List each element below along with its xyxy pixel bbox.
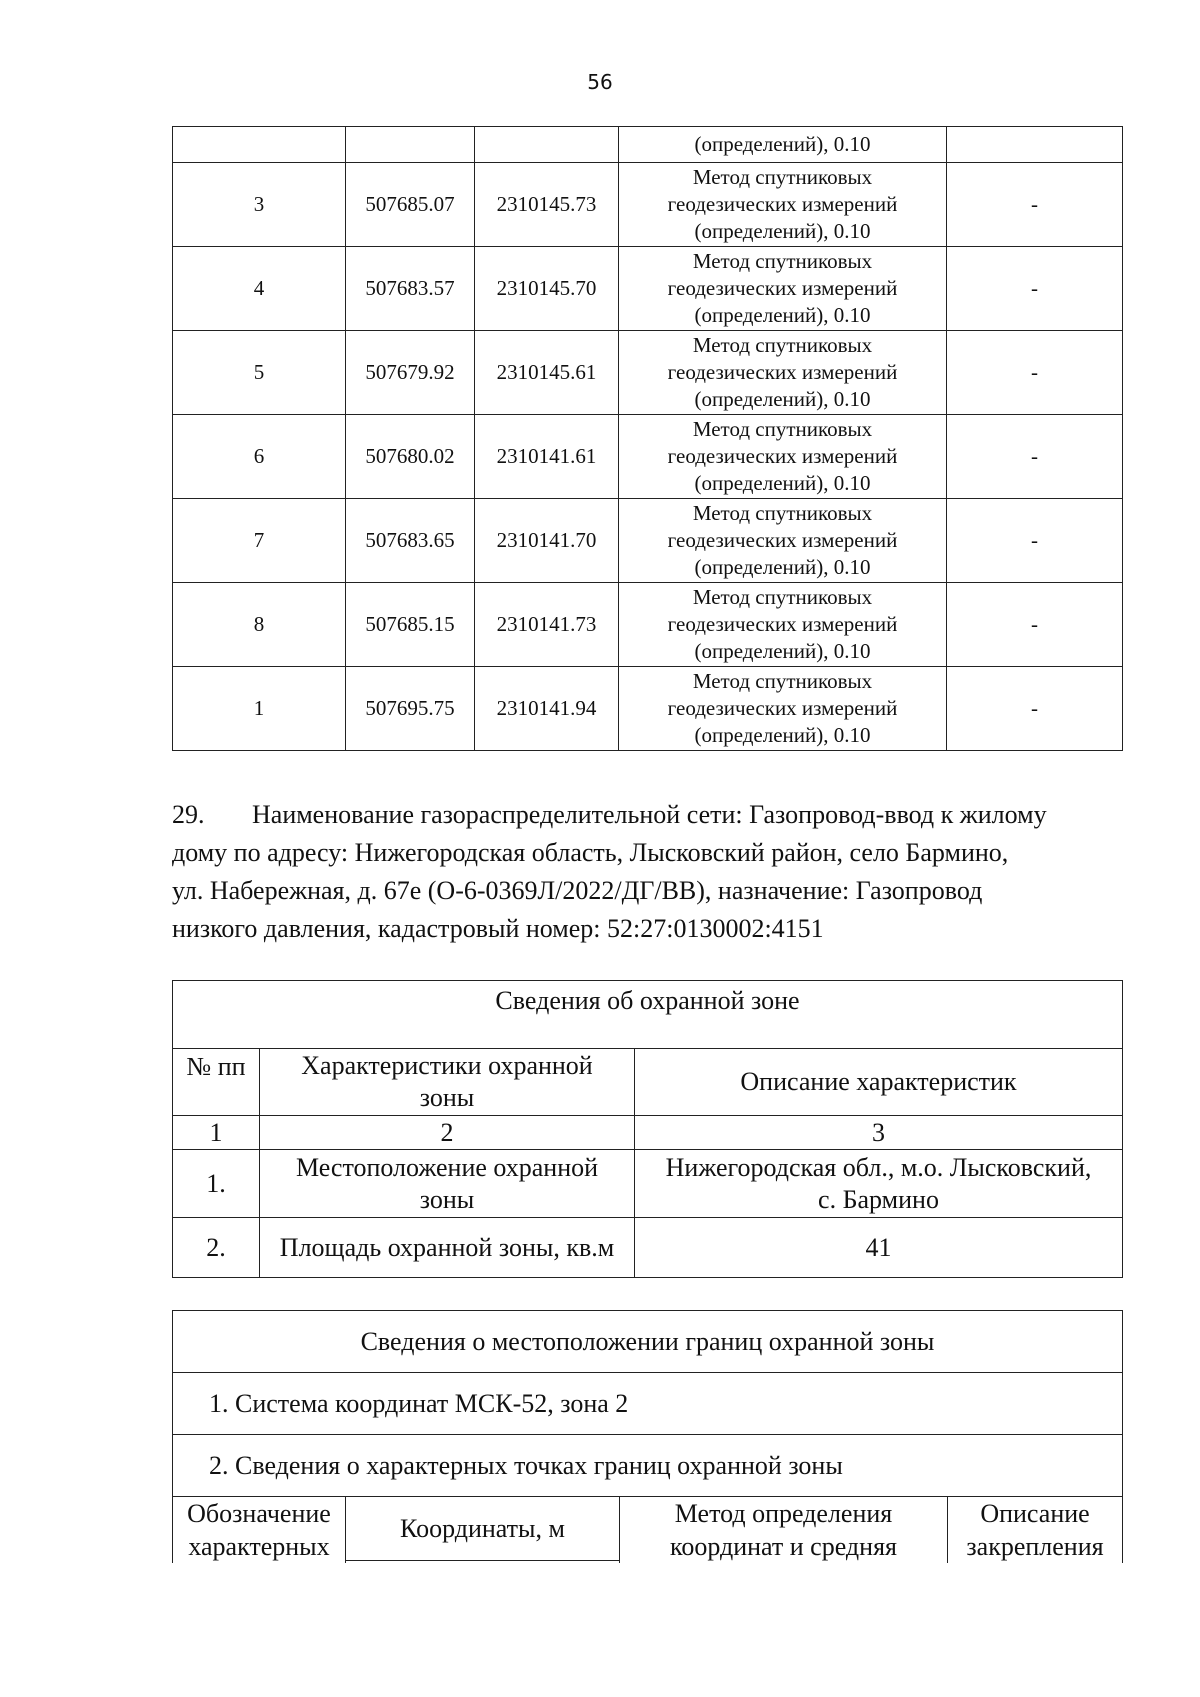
- table-row: [173, 667, 1123, 751]
- characteristic-cell: [260, 1150, 635, 1218]
- method-line: геодезических измерений: [667, 528, 898, 552]
- cell-line: Нижегородская обл., м.о. Лысковский,: [665, 1152, 1092, 1182]
- table-row: [173, 163, 1123, 247]
- index-cell: 1: [173, 1116, 260, 1150]
- table-row: [173, 127, 1123, 163]
- fix-cell: [947, 127, 1123, 163]
- point-cell: 7: [173, 499, 346, 583]
- method-line: Метод спутниковых: [692, 165, 873, 189]
- method-cell: [619, 163, 947, 247]
- x-cell: 507680.02: [346, 415, 475, 499]
- fix-cell: -: [947, 499, 1123, 583]
- y-cell: 2310141.61: [475, 415, 619, 499]
- method-cell: [619, 247, 947, 331]
- method-line: геодезических измерений: [667, 444, 898, 468]
- method-line: (определений), 0.10: [694, 219, 871, 243]
- paragraph-line: [172, 796, 1122, 834]
- header-line: Обозначение: [187, 1499, 331, 1528]
- bounds-table-title: Сведения о местоположении границ охранной зоны: [173, 1311, 1123, 1373]
- paragraph-text: Наименование газораспределительной сети: Газопровод-ввод к жилому: [252, 800, 1047, 829]
- method-cell: (определений), 0.10: [619, 127, 947, 163]
- method-cell: [619, 667, 947, 751]
- y-cell: 2310141.94: [475, 667, 619, 751]
- header-line: координат и средняя: [670, 1532, 897, 1561]
- point-cell: 8: [173, 583, 346, 667]
- header-num: № пп: [173, 1049, 260, 1116]
- method-line: (определений), 0.10: [694, 639, 871, 663]
- method-line: (определений), 0.10: [694, 387, 871, 411]
- cell-line: зоны: [419, 1184, 475, 1214]
- header-characteristics: [260, 1049, 635, 1116]
- section-paragraph: [172, 796, 1122, 948]
- x-cell: 507685.15: [346, 583, 475, 667]
- y-cell: 2310145.73: [475, 163, 619, 247]
- header-line: Описание: [980, 1499, 1090, 1528]
- coordinates-label: Координаты, м: [346, 1497, 619, 1561]
- header-line: характерных: [188, 1532, 330, 1561]
- method-line: геодезических измерений: [667, 276, 898, 300]
- method-line: Метод спутниковых: [692, 249, 873, 273]
- y-cell: 2310145.70: [475, 247, 619, 331]
- method-line: геодезических измерений: [667, 360, 898, 384]
- row-num: 1.: [173, 1150, 260, 1218]
- points-section-title: 2. Сведения о характерных точках границ охранной зоны: [173, 1435, 1123, 1497]
- header-line: закрепления: [966, 1532, 1104, 1561]
- row-num: 2.: [173, 1218, 260, 1278]
- table-row: [173, 1049, 1123, 1116]
- fix-cell: -: [947, 583, 1123, 667]
- description-cell: [635, 1150, 1123, 1218]
- description-cell: 41: [635, 1218, 1123, 1278]
- table-row: [173, 415, 1123, 499]
- table-row: [173, 331, 1123, 415]
- method-cell: [619, 583, 947, 667]
- paragraph-line: ул. Набережная, д. 67е (О-6-0369Л/2022/ДГ/ВВ), назначение: Газопровод: [172, 876, 983, 905]
- header-line: зоны: [419, 1083, 475, 1112]
- fix-cell: -: [947, 667, 1123, 751]
- method-line: Метод спутниковых: [692, 501, 873, 525]
- x-cell: 507683.57: [346, 247, 475, 331]
- method-cell: [619, 331, 947, 415]
- x-cell: [346, 127, 475, 163]
- point-cell: 5: [173, 331, 346, 415]
- method-line: геодезических измерений: [667, 612, 898, 636]
- paragraph-line: дому по адресу: Нижегородская область, Лысковский район, село Бармино,: [172, 838, 1009, 867]
- method-line: Метод спутниковых: [692, 417, 873, 441]
- coordinates-header-box: [346, 1497, 619, 1561]
- table-row: [173, 499, 1123, 583]
- cell-line: Местоположение охранной: [295, 1152, 599, 1182]
- y-cell: 2310141.70: [475, 499, 619, 583]
- header-method: [620, 1497, 948, 1564]
- method-line: геодезических измерений: [667, 696, 898, 720]
- coordinate-system: 1. Система координат МСК-52, зона 2: [173, 1373, 1123, 1435]
- method-line: Метод спутниковых: [692, 585, 873, 609]
- method-line: (определений), 0.10: [694, 723, 871, 747]
- cell-line: с. Бармино: [818, 1184, 939, 1214]
- index-cell: 2: [260, 1116, 635, 1150]
- table-row: [173, 1116, 1123, 1150]
- fix-cell: -: [947, 331, 1123, 415]
- section-number: 29.: [172, 800, 205, 829]
- method-cell: [619, 499, 947, 583]
- page-number: 56: [587, 70, 613, 94]
- coordinates-table: [172, 126, 1123, 751]
- point-cell: 4: [173, 247, 346, 331]
- protection-zone-table: [172, 980, 1123, 1278]
- point-cell: [173, 127, 346, 163]
- table-row: [173, 1218, 1123, 1278]
- zone-table-title: Сведения об охранной зоне: [173, 981, 1123, 1049]
- characteristic-cell: Площадь охранной зоны, кв.м: [260, 1218, 635, 1278]
- header-description: Описание характеристик: [635, 1049, 1123, 1116]
- method-line: геодезических измерений: [667, 192, 898, 216]
- x-cell: 507695.75: [346, 667, 475, 751]
- method-line: Метод спутниковых: [692, 333, 873, 357]
- y-cell: 2310145.61: [475, 331, 619, 415]
- header-designation: [173, 1497, 346, 1564]
- x-cell: 507685.07: [346, 163, 475, 247]
- y-cell: 2310141.73: [475, 583, 619, 667]
- method-line: (определений), 0.10: [694, 555, 871, 579]
- zone-boundaries-table: [172, 1310, 1123, 1563]
- table-row: [173, 247, 1123, 331]
- fix-cell: -: [947, 163, 1123, 247]
- x-cell: 507683.65: [346, 499, 475, 583]
- y-cell: [475, 127, 619, 163]
- table-row: [173, 1497, 1123, 1564]
- method-line: (определений), 0.10: [694, 471, 871, 495]
- header-line: Характеристики охранной: [301, 1051, 593, 1080]
- table-row: [173, 1150, 1123, 1218]
- point-cell: 3: [173, 163, 346, 247]
- header-coordinates: [346, 1497, 620, 1564]
- point-cell: 1: [173, 667, 346, 751]
- fix-cell: -: [947, 247, 1123, 331]
- fix-cell: -: [947, 415, 1123, 499]
- header-fixing: [948, 1497, 1123, 1564]
- method-cell: [619, 415, 947, 499]
- header-line: Метод определения: [674, 1499, 893, 1528]
- method-line: (определений), 0.10: [694, 303, 871, 327]
- paragraph-line: низкого давления, кадастровый номер: 52:27:0130002:4151: [172, 914, 824, 943]
- table-row: [173, 583, 1123, 667]
- method-line: Метод спутниковых: [692, 669, 873, 693]
- index-cell: 3: [635, 1116, 1123, 1150]
- x-cell: 507679.92: [346, 331, 475, 415]
- point-cell: 6: [173, 415, 346, 499]
